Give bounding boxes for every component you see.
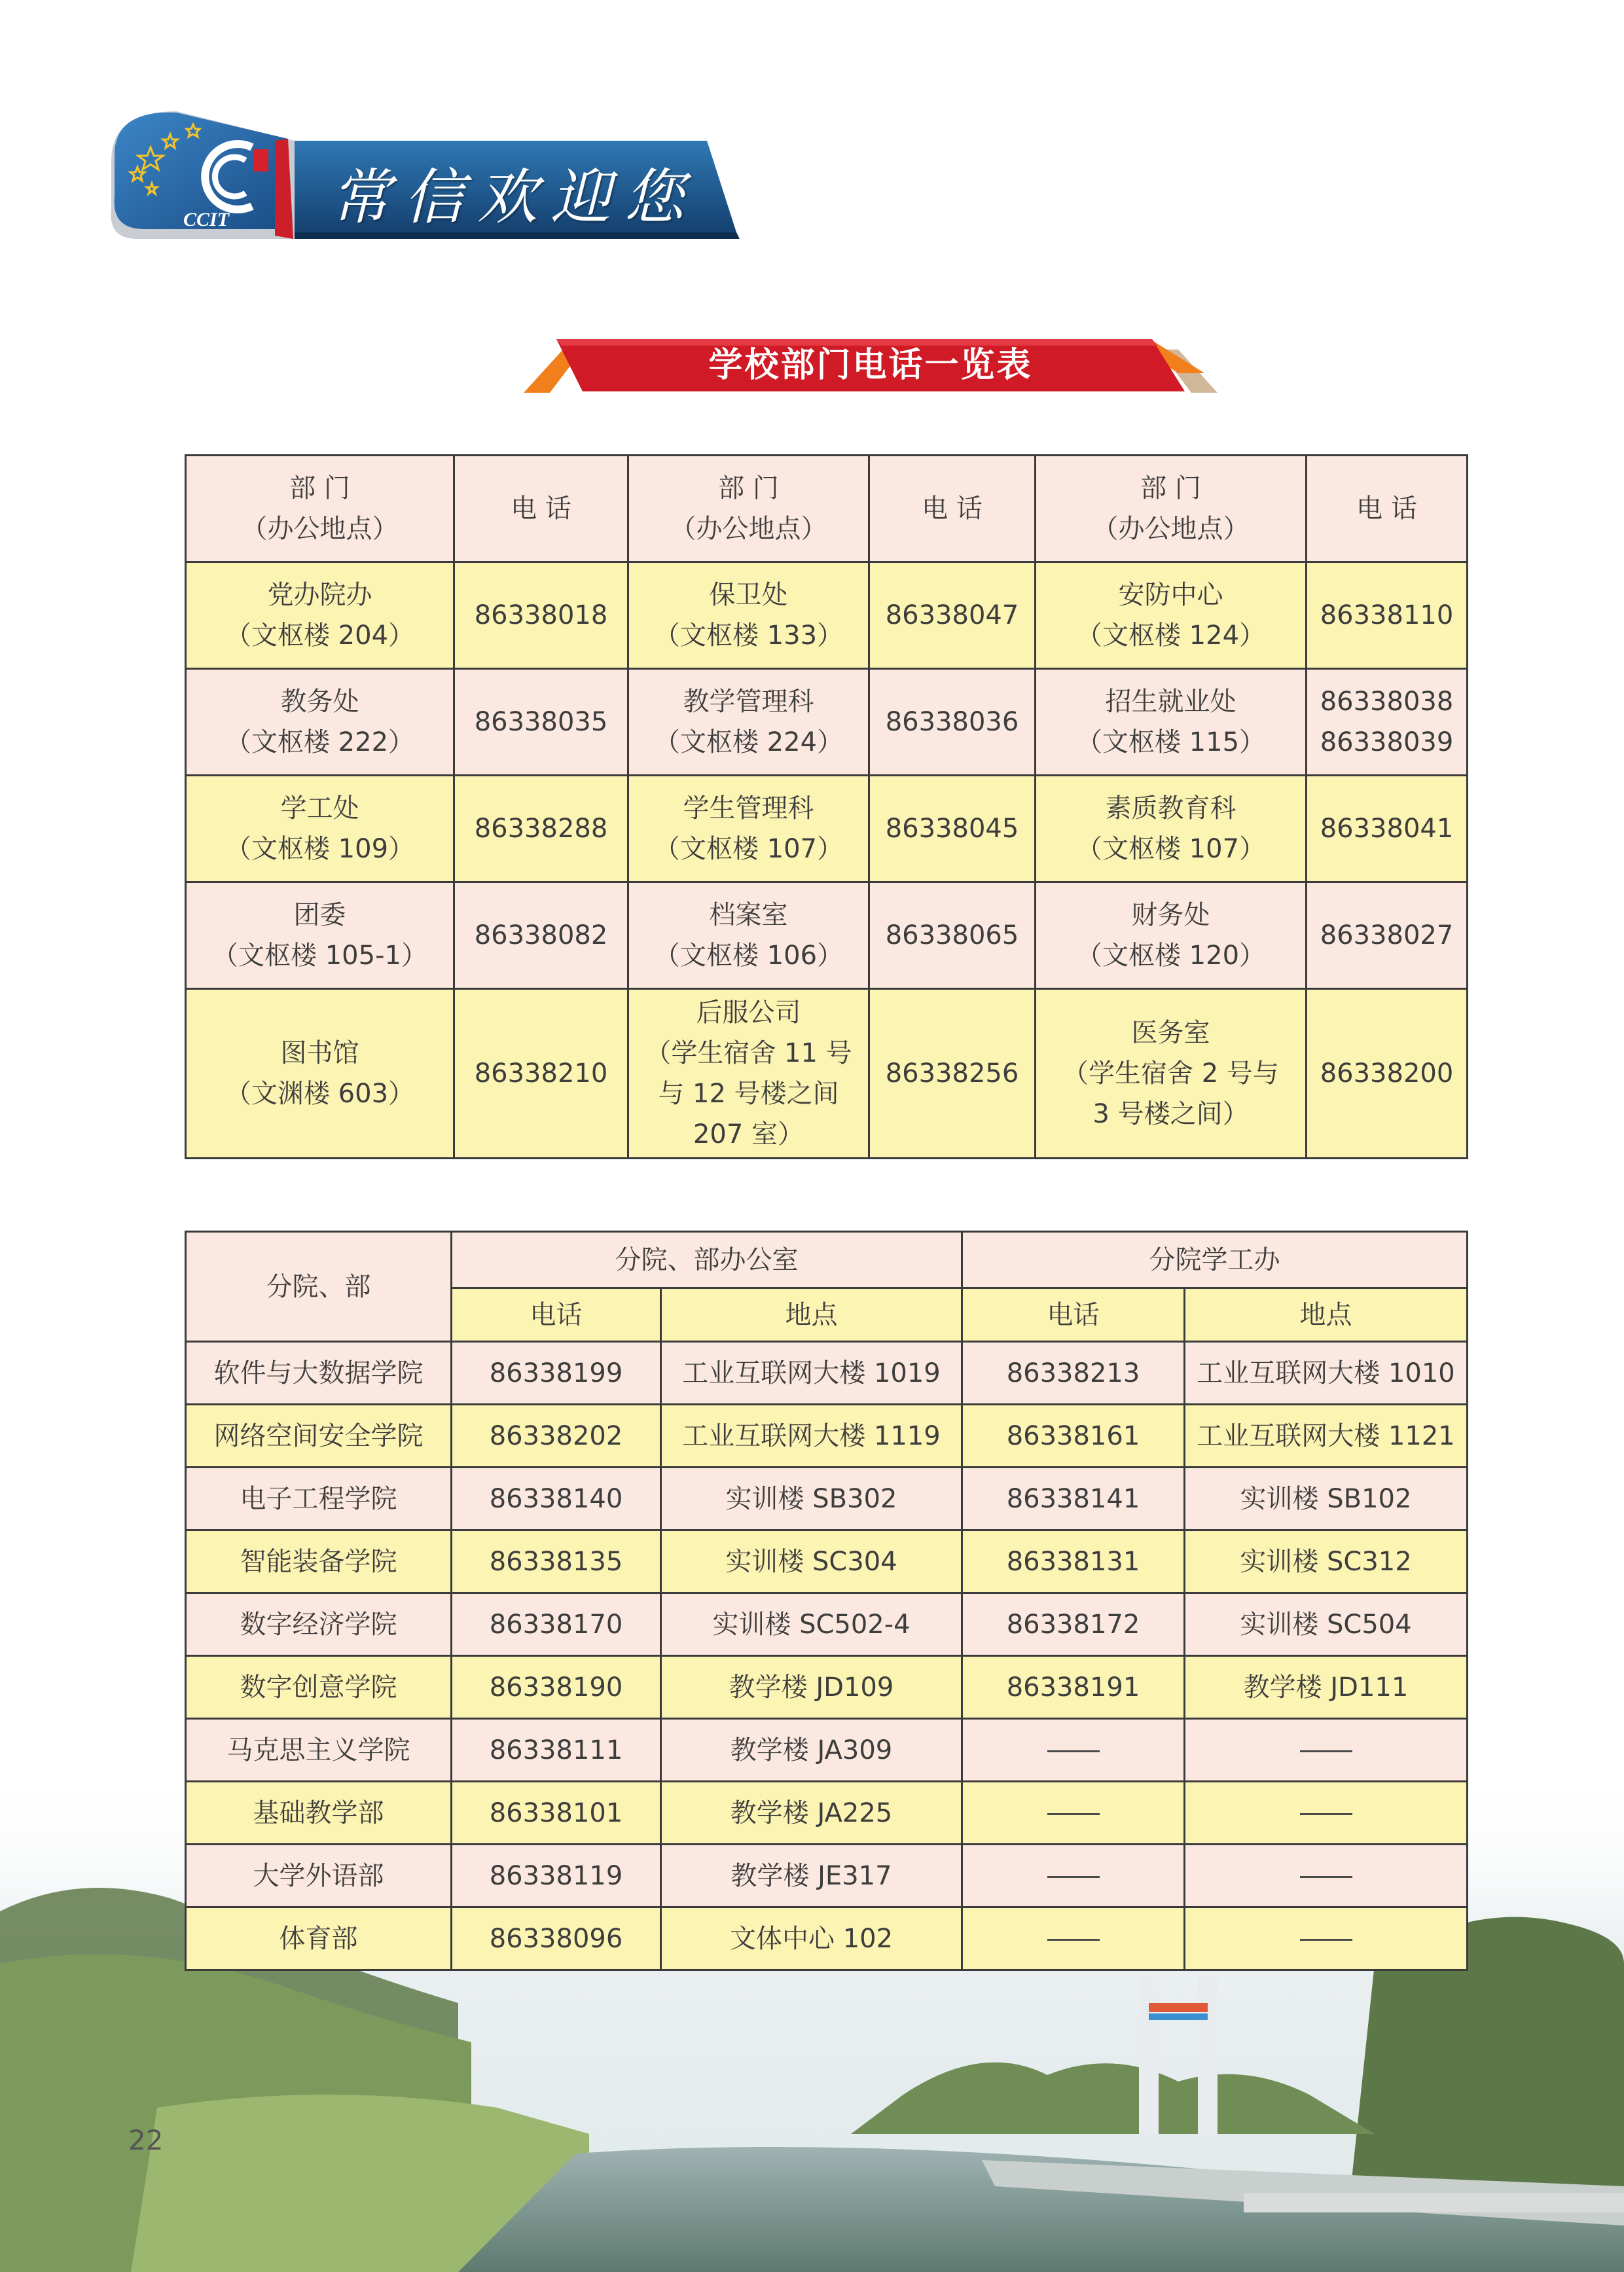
college-name: 体育部 [186,1907,452,1970]
header-phone: 电 话 [1307,456,1468,562]
dept-cell: 团委 （文枢楼 105-1） [186,882,454,989]
sa-phone-empty [962,1907,1185,1970]
header-location: 地点 [1185,1288,1468,1342]
office-location: 教学楼 JA309 [661,1719,962,1782]
sa-phone: 86338172 [962,1593,1185,1656]
phone-cell: 86338035 [454,669,628,776]
office-phone: 86338199 [452,1342,661,1405]
dept-cell: 教务处 （文枢楼 222） [186,669,454,776]
college-name: 数字创意学院 [186,1656,452,1719]
table-row [186,882,1468,989]
phone-cell: 86338027 [1307,882,1468,989]
sa-location-empty [1185,1719,1468,1782]
college-name: 网络空间安全学院 [186,1405,452,1468]
phone-cell: 86338110 [1307,562,1468,669]
sa-location-empty [1185,1907,1468,1970]
table-row [186,1405,1468,1468]
header-phone: 电 话 [454,456,628,562]
header-dept: 部 门 （办公地点） [1036,456,1307,562]
dept-cell: 素质教育科 （文枢楼 107） [1036,776,1307,882]
sa-phone: 86338161 [962,1405,1185,1468]
dept-cell: 财务处 （文枢楼 120） [1036,882,1307,989]
dept-cell: 招生就业处 （文枢楼 115） [1036,669,1307,776]
table-row [186,669,1468,776]
dept-cell: 图书馆 （文渊楼 603） [186,989,454,1159]
office-phone: 86338170 [452,1593,661,1656]
sa-phone: 86338141 [962,1468,1185,1530]
phone-cell: 86338256 [869,989,1036,1159]
header-dept: 部 门 （办公地点） [186,456,454,562]
office-location: 实训楼 SC304 [661,1530,962,1593]
phone-cell: 86338065 [869,882,1036,989]
office-location: 教学楼 JE317 [661,1845,962,1907]
table-row [186,1468,1468,1530]
header-phone: 电 话 [869,456,1036,562]
table-row [186,562,1468,669]
sa-phone: 86338191 [962,1656,1185,1719]
dept-cell: 后服公司 （学生宿舍 11 号 与 12 号楼之间 207 室） [628,989,869,1159]
office-location: 实训楼 SB302 [661,1468,962,1530]
header-office-group: 分院、部办公室 [452,1232,962,1288]
header-student-affairs-group: 分院学工办 [962,1232,1468,1288]
phone-cell: 86338210 [454,989,628,1159]
sa-phone-empty [962,1719,1185,1782]
college-name: 电子工程学院 [186,1468,452,1530]
phone-cell: 86338288 [454,776,628,882]
dept-cell: 安防中心 （文枢楼 124） [1036,562,1307,669]
table-header-row [186,456,1468,562]
office-phone: 86338096 [452,1907,661,1970]
header-dept: 部 门 （办公地点） [628,456,869,562]
table-row [186,1593,1468,1656]
sa-location-empty [1185,1845,1468,1907]
office-location: 教学楼 JA225 [661,1782,962,1845]
dept-cell: 学生管理科 （文枢楼 107） [628,776,869,882]
office-phone: 86338111 [452,1719,661,1782]
dept-cell: 党办院办 （文枢楼 204） [186,562,454,669]
table-row [186,1782,1468,1845]
phone-cell: 86338082 [454,882,628,989]
college-name: 智能装备学院 [186,1530,452,1593]
sa-phone: 86338213 [962,1342,1185,1405]
sa-location-empty [1185,1782,1468,1845]
office-location: 工业互联网大楼 1019 [661,1342,962,1405]
banner-title: 常信欢迎您 [331,162,698,232]
section-title: 学校部门电话一览表 [708,346,1033,385]
phone-cell: 86338018 [454,562,628,669]
table-row [186,1907,1468,1970]
phone-cell: 86338036 [869,669,1036,776]
sa-location: 实训楼 SC312 [1185,1530,1468,1593]
header-phone: 电话 [452,1288,661,1342]
table-row [186,1719,1468,1782]
sa-phone: 86338131 [962,1530,1185,1593]
phone-cell: 86338045 [869,776,1036,882]
college-name: 数字经济学院 [186,1593,452,1656]
header-location: 地点 [661,1288,962,1342]
college-name: 基础教学部 [186,1782,452,1845]
dept-cell: 医务室 （学生宿舍 2 号与 3 号楼之间） [1036,989,1307,1159]
office-phone: 86338190 [452,1656,661,1719]
college-name: 马克思主义学院 [186,1719,452,1782]
table-row [186,1530,1468,1593]
office-phone: 86338140 [452,1468,661,1530]
dept-cell: 教学管理科 （文枢楼 224） [628,669,869,776]
phone-cell: 86338038 86338039 [1307,669,1468,776]
phone-cell: 86338200 [1307,989,1468,1159]
sa-location: 教学楼 JD111 [1185,1656,1468,1719]
header-phone: 电话 [962,1288,1185,1342]
table-header-row [186,1232,1468,1288]
sa-location: 工业互联网大楼 1121 [1185,1405,1468,1468]
phone-cell: 86338041 [1307,776,1468,882]
office-location: 教学楼 JD109 [661,1656,962,1719]
table-row [186,776,1468,882]
sa-location: 工业互联网大楼 1010 [1185,1342,1468,1405]
office-phone: 86338202 [452,1405,661,1468]
college-name: 软件与大数据学院 [186,1342,452,1405]
table-row [186,1656,1468,1719]
dept-cell: 学工处 （文枢楼 109） [186,776,454,882]
dept-cell: 档案室 （文枢楼 106） [628,882,869,989]
office-location: 文体中心 102 [661,1907,962,1970]
sa-location: 实训楼 SB102 [1185,1468,1468,1530]
logo-text: CCIT [183,209,230,230]
table-row [186,1342,1468,1405]
college-phone-table [185,1231,1468,1971]
sa-location: 实训楼 SC504 [1185,1593,1468,1656]
department-phone-table [185,454,1468,1159]
office-phone: 86338119 [452,1845,661,1907]
phone-cell: 86338047 [869,562,1036,669]
sa-phone-empty [962,1845,1185,1907]
table-row [186,1845,1468,1907]
office-phone: 86338135 [452,1530,661,1593]
office-location: 实训楼 SC502-4 [661,1593,962,1656]
header-college: 分院、部 [186,1232,452,1342]
dept-cell: 保卫处 （文枢楼 133） [628,562,869,669]
office-phone: 86338101 [452,1782,661,1845]
page-number: 22 [128,2124,164,2156]
sa-phone-empty [962,1782,1185,1845]
office-location: 工业互联网大楼 1119 [661,1405,962,1468]
table-row [186,989,1468,1159]
college-name: 大学外语部 [186,1845,452,1907]
